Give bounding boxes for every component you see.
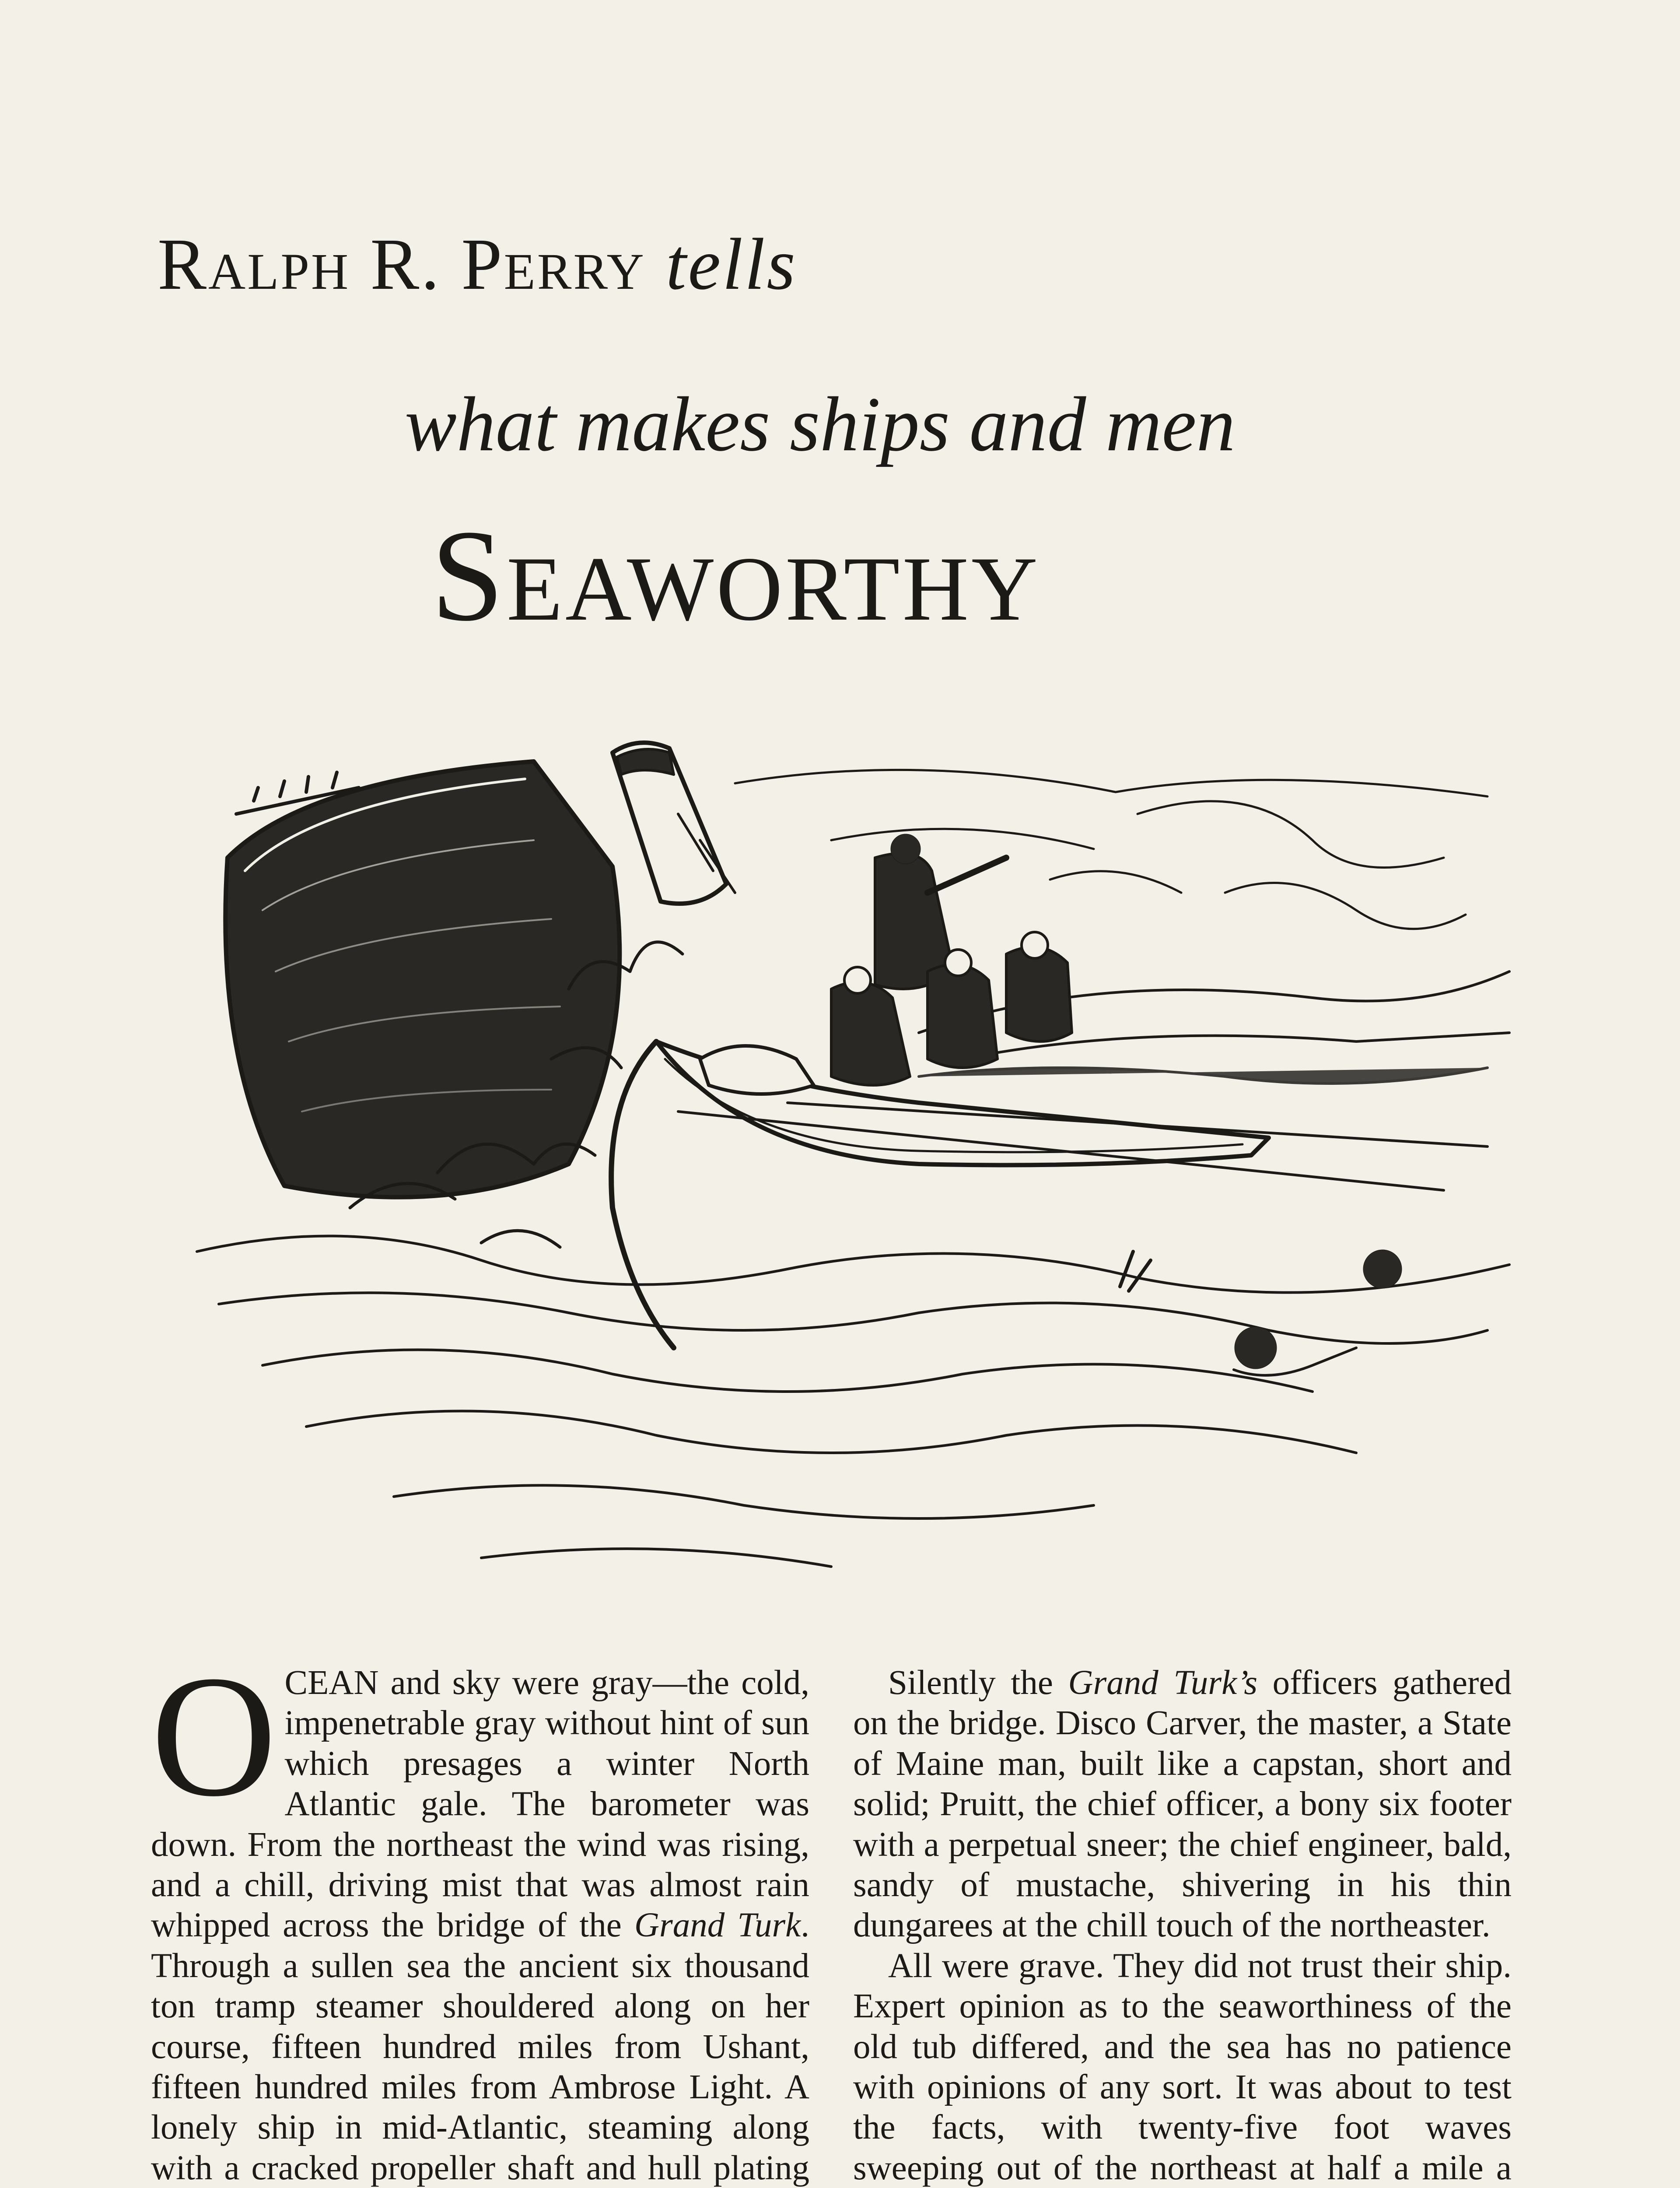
paragraph bbox=[151, 1640, 809, 2188]
byline-heading bbox=[158, 224, 797, 305]
paragraph-text: Silently the bbox=[888, 1664, 1068, 1702]
spray-lines-drawing bbox=[735, 770, 1488, 929]
ship-name: Grand Turk bbox=[634, 1906, 801, 1945]
ship-name: Grand Turk’s bbox=[1068, 1664, 1258, 1702]
headline-subtitle: what makes ships and men bbox=[405, 381, 1236, 467]
drop-cap: O bbox=[151, 1640, 277, 1833]
swimmers-drawing bbox=[1120, 1250, 1402, 1375]
author-name: Ralph R. Perry bbox=[158, 224, 646, 305]
article-column-right bbox=[853, 1663, 1512, 2188]
paragraph-text: CEAN and sky were gray—the cold, impenetrable gray without hint of sun which presages a winter North Atlantic gale. The barometer was down. From the northeast the wind was rising, and a chill, driving mist that was almost rain whipped across the bridge of the bbox=[151, 1664, 809, 1945]
sailors-drawing bbox=[700, 834, 1072, 1094]
headline-title: Seaworthy bbox=[431, 503, 1040, 648]
byline-verb: tells bbox=[665, 224, 797, 305]
ship-hull-drawing bbox=[225, 761, 620, 1197]
ship-funnel-drawing bbox=[612, 743, 735, 904]
article-headline bbox=[0, 0, 1680, 656]
paragraph bbox=[853, 1663, 1512, 1946]
paragraph: All were grave. They did not trust their ship. Expert opinion as to the seaworthiness of the old tub differed, and the sea has no patience with opinions of any sort. It was about to test the facts, with twenty-five foot waves sweeping out of the northeast at half a mile a bbox=[853, 1946, 1512, 2187]
article-column-left bbox=[151, 1640, 809, 2188]
shipwreck-lifeboat-illustration bbox=[175, 726, 1531, 1619]
paragraph-text: . Through a sullen sea the ancient six thousand ton tramp steamer shouldered along on her course, fifteen hundred miles from Ushant, fifteen hundred miles from Ambrose Light. A lonely ship in mid-Atlantic, steaming along with a cracked propeller shaft and hull plating bbox=[151, 1906, 809, 2187]
paragraph-text: officers gathered on the bridge. Disco Carver, the master, a State of Maine man, built like a capstan, short and solid; Pruitt, the chief officer, a bony six footer with a perpetual sneer; the chief engineer, bald, sandy of mustache, shivering in his thin dungarees at the chill touch of the northeaster. bbox=[853, 1664, 1512, 1945]
